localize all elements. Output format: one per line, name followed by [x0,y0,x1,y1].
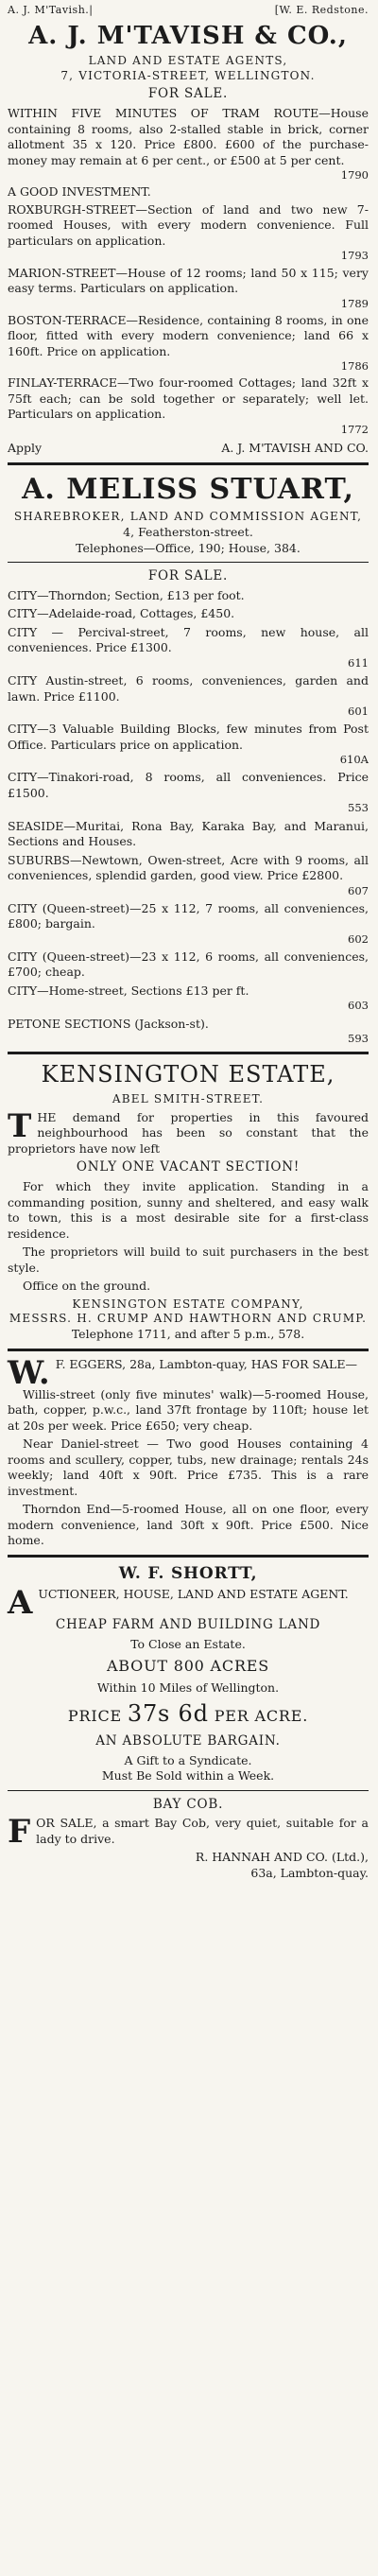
listing-ref: 1790 [340,168,369,183]
listing-ref: 603 [348,999,369,1013]
apply-to: A. J. M'TAVISH AND CO. [221,441,369,456]
dropcap: A [8,1584,33,1623]
listing-text: CITY (Queen-street)—23 x 112, 6 rooms, all conveniences, £700; cheap. [8,949,369,980]
price-label: PRICE [67,1707,122,1726]
listing-text: BOSTON-TERRACE—Residence, containing 8 rooms, in one floor, fitted with every modern convenience; land 66 x 160ft. Price on application. [8,312,369,358]
telephones: Telephones—Office, 190; House, 384. [76,540,301,555]
gift-text: A Gift to a Syndicate. [124,1752,252,1767]
seller-address: 63a, Lambton-quay. [250,1865,369,1880]
listing-text: CITY—Tinakori-road, 8 rooms, all conveniences. Price £1500. [8,770,369,800]
dropcap: F [8,1813,31,1852]
listing-text: PETONE SECTIONS (Jackson-st). [8,1016,209,1031]
ad-title: BAY COB. [152,1796,224,1812]
listing-text: FINLAY-TERRACE—Two four-roomed Cottages; land 32ft x 75ft each; can be sold together or separately; well let. Particulars on application. [8,375,369,422]
bargain-heading: AN ABSOLUTE BARGAIN. [95,1732,281,1749]
price-line [8,1699,369,1730]
ad-kensington-estate [8,1060,369,1342]
listing-ref: 1786 [340,359,369,374]
ad-mtavish [8,4,369,457]
listing-text: Willis-street (only five minutes' walk)—5-roomed House, bath, copper, p.w.c., land 37ft frontage by 110ft; house let at 20s per week. Price £650; very cheap. [8,1386,369,1433]
listing-item [8,202,369,264]
close-estate: To Close an Estate. [130,1636,246,1651]
listing-item [8,625,369,670]
divider [8,1052,369,1054]
telephone: Telephone 1711, and after 5 p.m., 578. [71,1327,305,1342]
listing-item [8,266,369,311]
ad-meliss-stuart [8,471,369,1047]
listing-ref: 1793 [340,249,369,263]
ad-shortt [8,1563,369,1784]
listing-item [8,819,369,850]
divider [8,462,369,465]
listing-text: A GOOD INVESTMENT. [8,184,151,200]
listing-text: CITY—Home-street, Sections £13 per ft. [8,983,249,998]
listing-text: Near Daniel-street — Two good Houses containing 4 rooms and scullery, copper, tubs, new drainage; rentals 24s weekly; land 40ft x 90ft. Price £735. This is a rare investment. [8,1436,369,1498]
estate-subtitle: ABEL SMITH-STREET. [112,1091,265,1105]
listing-ref: 601 [348,705,369,719]
listing-item [8,901,369,947]
listing-text: ROXBURGH-STREET—Section of land and two new 7-roomed Houses, with every modern convenience. Full particulars on application. [8,201,369,248]
listing-text: CITY—Thorndon; Section, £13 per foot. [8,587,245,602]
divider [8,1555,369,1558]
ad-header: F. EGGERS, 28a, Lambton-quay, HAS FOR SALE— [55,1356,357,1371]
ad-text: OR SALE, a smart Bay Cob, very quiet, suitable for a lady to drive. [36,1816,369,1846]
vacant-heading: ONLY ONE VACANT SECTION! [76,1159,301,1175]
price-amount: 37s 6d [127,1700,209,1728]
dropcap: T [8,1106,32,1145]
price-unit: PER ACRE. [214,1707,309,1726]
divider [8,1790,369,1791]
listing-ref: 610A [339,753,369,767]
divider [8,1349,369,1351]
listing-text: SEASIDE—Muritai, Rona Bay, Karaka Bay, and Maranui, Sections and Houses. [8,818,369,849]
listing-item [8,1017,369,1047]
listing-item [8,588,369,604]
listing-item [8,853,369,898]
listing-item [8,106,369,183]
listing-ref: 1789 [340,296,369,310]
dropcap: W. [8,1353,50,1392]
firm-name: A. MELISS STUART, [22,472,354,506]
firm-profession: LAND AND ESTATE AGENTS, [88,53,288,67]
firm-name: W. F. SHORTT, [118,1563,258,1583]
company-name: KENSINGTON ESTATE COMPANY, [72,1297,304,1311]
listing-text: CITY—Adelaide-road, Cottages, £450. [8,606,235,621]
listing-item [8,375,369,437]
topline-right: [W. E. Redstone. [274,4,369,16]
listing-ref: 611 [348,655,369,670]
office-text: Office on the ground. [23,1279,151,1294]
para-text: For which they invite application. Standing in a commanding position, sunny and sheltered, and easy walk to town, this is a most desirable site for a first-class residence. [8,1179,369,1241]
firm-profession: SHAREBROKER, LAND AND COMMISSION AGENT, [13,510,363,524]
acreage: ABOUT 800 ACRES [106,1657,270,1676]
must-sell-text: Must Be Sold within a Week. [101,1768,275,1784]
listing-item [8,606,369,622]
firm-address: 4, Featherston-street. [123,525,253,540]
listing-item [8,722,369,767]
estate-title: KENSINGTON ESTATE, [41,1061,335,1088]
listing-list [8,588,369,1046]
listing-item [8,313,369,374]
seller: R. HANNAH AND CO. (Ltd.), [195,1850,369,1865]
listing-ref: 1772 [340,422,369,436]
listing-list [8,106,369,437]
listing-text: MARION-STREET—House of 12 rooms; land 50 x 115; very easy terms. Particulars on application. [8,265,369,296]
listing-text: CITY (Queen-street)—25 x 112, 7 rooms, all conveniences, £800; bargain. [8,900,369,931]
location: Within 10 Miles of Wellington. [96,1680,280,1695]
firm-name: A. J. M'TAVISH & CO., [28,21,348,50]
listing-text: CITY — Percival-street, 7 rooms, new house, all conveniences. Price £1300. [8,624,369,655]
company-messrs: MESSRS. H. CRUMP AND HAWTHORN AND CRUMP. [9,1312,368,1326]
intro-text: HE demand for properties in this favoured neighbourhood has been so constant that the proprietors have now left [8,1109,369,1156]
listing-item [8,949,369,981]
for-sale-heading: FOR SALE. [147,568,229,584]
cheap-land-heading: CHEAP FARM AND BUILDING LAND [55,1617,321,1633]
listing-text: WITHIN FIVE MINUTES OF TRAM ROUTE—House containing 8 rooms, also 2-stalled stable in brick, corner allotment 35 x 120. Price £800. £600 of the purchase-money may remain at 6 per cent., or £500 at 5 per cent. [8,106,369,167]
for-sale-heading: FOR SALE. [147,86,229,102]
listing-text: CITY—3 Valuable Building Blocks, few minutes from Post Office. Particulars price on application. [8,722,369,752]
ad-topline [8,4,369,18]
listing-ref: 607 [348,883,369,897]
apply-label: Apply [8,441,43,456]
divider [8,562,369,563]
listing-item [8,983,369,1014]
para-text: The proprietors will build to suit purchasers in the best style. [8,1244,369,1275]
ad-bay-cob [8,1797,369,1882]
listing-text: SUBURBS—Newtown, Owen-street, Acre with 9 rooms, all conveniences, splendid garden, good view. Price £2800. [8,852,369,883]
topline-left: A. J. M'Tavish.| [8,4,94,16]
firm-profession: UCTIONEER, HOUSE, LAND AND ESTATE AGENT. [38,1587,349,1602]
ad-eggers [8,1353,369,1549]
listing-item [8,770,369,815]
listing-item [8,184,369,200]
listing-ref: 593 [348,1032,369,1046]
firm-address: 7, VICTORIA-STREET, WELLINGTON. [60,68,316,82]
listing-ref: 553 [348,801,369,815]
listing-text: Thorndon End—5-roomed House, all on one floor, every modern convenience, land 30ft x 90ft. Price £500. Nice home. [8,1502,369,1548]
listing-item [8,673,369,719]
listing-ref: 602 [348,931,369,946]
apply-line [8,441,369,457]
listing-text: CITY Austin-street, 6 rooms, conveniences, garden and lawn. Price £1100. [8,673,369,704]
